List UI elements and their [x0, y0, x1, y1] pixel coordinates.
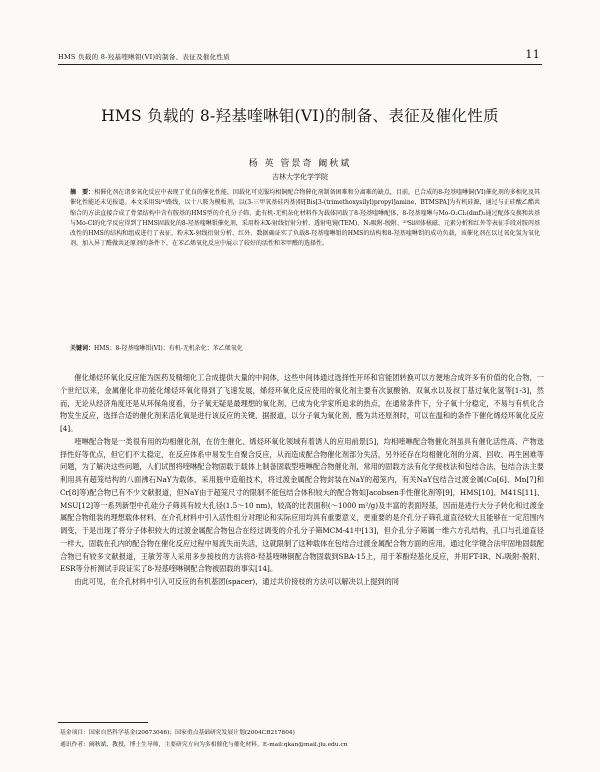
keywords-text: HMS；8-羟基喹啉钼(VI)；有机-无机杂化；苯乙烯氧化	[94, 345, 243, 352]
page-number: 11	[525, 48, 540, 61]
running-head-title: HMS 负载的 8-羟基喹啉钼(VI)的制备、表征及催化性质	[58, 53, 231, 61]
footnote-corresponding-author: 通讯作者：阚秋斌，教授，博士生导师，主要研究方向为多相催化与催化材料，E-mail:qkan@mail.jlu.edu.cn	[60, 742, 348, 748]
body-paragraph: 由此可见，在介孔材料中引入可反应的有机基团(spacer)，通过共价接枝的方法可以解决以上提到的同	[74, 577, 399, 586]
abstract-text: 相催化剂在诸多氧化反应中表现了优良的催化性能，因载化可克服均相铜配合物催化剂制备困难和分离难的缺点，目前，已合成的8-羟基喹啉铜(VI)催化剂的多相化及其催化性能还未见报道。本文采用Si⁽⁴⁾路线，以十八胺为模板剂，以(3-三甲氧基硅丙基)胺[Bis[3-(trimethoxysilyl)propyl]amine，BTMSPA]为有机硅源，通过与正硅酸乙酯共缩合的方法直接合成了骨架结构中含有胺基的HMS型的介孔分子筛，此有机-无机杂化材料作为载体同载了8-羟基喹啉配体，8-羟基喹啉与Mo-O₂Cl₂(dmf)₂通过配体交换和共基与Mo-Cl的化学反应得到了HMS固载化的8-羟基喹啉钼催化剂，采用粉末X-射线衍射分析、透射电镜(TEM)、N₂吸附-脱附、²⁹Si固体核磁、元素分析和红外等表征手段对胺丙基改性的HMS的结构和组成进行了表征，粉末X-射线衍射分析、红外、数据确证实了负载8-羟基喹啉钼的HMS的结构和8-羟基喹啉钼的成功负载，该催化剂在以过氧化氢为氧化剂，加入异丁醛做共还原剂的条件下，在苯乙烯氧化反应中展示了较好的活性和苯甲醛的选择性。	[70, 189, 540, 248]
abstract-label: 摘 要：	[70, 189, 95, 196]
body-paragraph: 催化烯烃环氧化反应能为医药及精细化工合成提供大量的中间体，这些中间体通过选择性开环和官能团转换可以方便地合成许多有价值的化合物，一个世纪以来，金属催化非功能化烯烃环氧化得到了飞速发展，烯烃环氧化反应使用的氧化剂主要有次氯酸钠、双氧水以及叔丁基过氧化氢等[1-3]，然而，无论从经济角度还是从环保角度看，分子氧无疑是最理想的氧化剂，已成为化学家所追求的热点，在通常条件下，分子氧十分稳定，不易与有机化合物发生反应，选择合适的催化剂来活化氧是进行该反应的关键，据报道，以分子氧为氧化剂，醛为共还原剂时，可以在温和的条件下催化烯烃环氧化反应[4]。	[60, 373, 544, 433]
body-text	[60, 372, 544, 589]
header-rule	[58, 64, 542, 65]
footnote-rule	[58, 722, 148, 723]
body-paragraph: 喹啉配合物是一类很有用的均相催化剂，在仿生催化、烯烃环氧化领域有着诱人的应用前景[5]，均相喹啉配合物催化剂虽具有催化活性高、产物选择性好等优点，但它们不太稳定，在反应体系中易发生自聚合反应，从而造成配合物催化剂部分失活，另外还存在均相催化剂的分离、回收、再生困难等问题，为了解决这些问题，人们试图将喹啉配合物固载于载体上制备固载型喹啉配合物催化剂，常用的固载方法有化学接枝法和包结合法，包结合法主要利用具有超笼结构的八面沸石NaY为载体，采用瓶中造船技术，将过渡金属配合物封装在NaY的超笼内，有关NaY包结合过渡金属(Co[6]、Mn[7]和Cr[8]等)配合物已有不少文献报道，但NaY由于超笼尺寸的限制不能包结合体积较大的配合物如Jacobsen手性催化剂等[9]，HMS[10]、M41S[11]、MSU[12]等一系列新型中孔硅分子筛具有较大孔径(1.5～10 nm)，较高的比表面积(～1000 m²/g)及丰富的表面羟基，因而是进行大分子转化和过渡金属配合物组装的理想载体材料，在介孔材料中引入活性组分对理论和实际应用均具有重要意义，更重要的是介孔分子筛孔道直径较大且能够在一定范围内调变，于是出现了将分子体积较大的过渡金属配合物包合在经过调变的介孔分子筛MCM-41中[13]，但介孔分子筛属一维六方孔结构，孔口与孔道直径一样大，固载在孔内的配合物在催化反应过程中易流失而失活，这就限制了这种载体在包结合过渡金属配合物方面的应用，通过化学键合法牢固地固载配合物已有较多文献报道，王敏芳等人采用多步接枝的方法将8-羟基喹啉铜配合物固载到SBA-15上，用于苯酚羟基化反应，并用FT-IR、N₂吸附-脱附、ESR等分析测试手段证实了8-羟基喹啉铜配合物被固载的事实[14]。	[60, 436, 544, 574]
authors: 杨 英 管景奇 阚秋斌	[248, 159, 352, 169]
footnote-funding: 基金项目：国家自然科学基金(20673046)；国家重点基础研究发展计划(2004CB217804)	[60, 730, 295, 736]
paper-title: HMS 负载的 8-羟基喹啉钼(VI)的制备、表征及催化性质	[101, 107, 499, 125]
running-head	[58, 48, 542, 62]
affiliation: 吉林大学化学学院	[272, 173, 328, 181]
keywords	[70, 344, 540, 354]
abstract	[70, 188, 540, 250]
keywords-label: 关键词：	[70, 345, 95, 352]
footnotes	[60, 727, 544, 751]
